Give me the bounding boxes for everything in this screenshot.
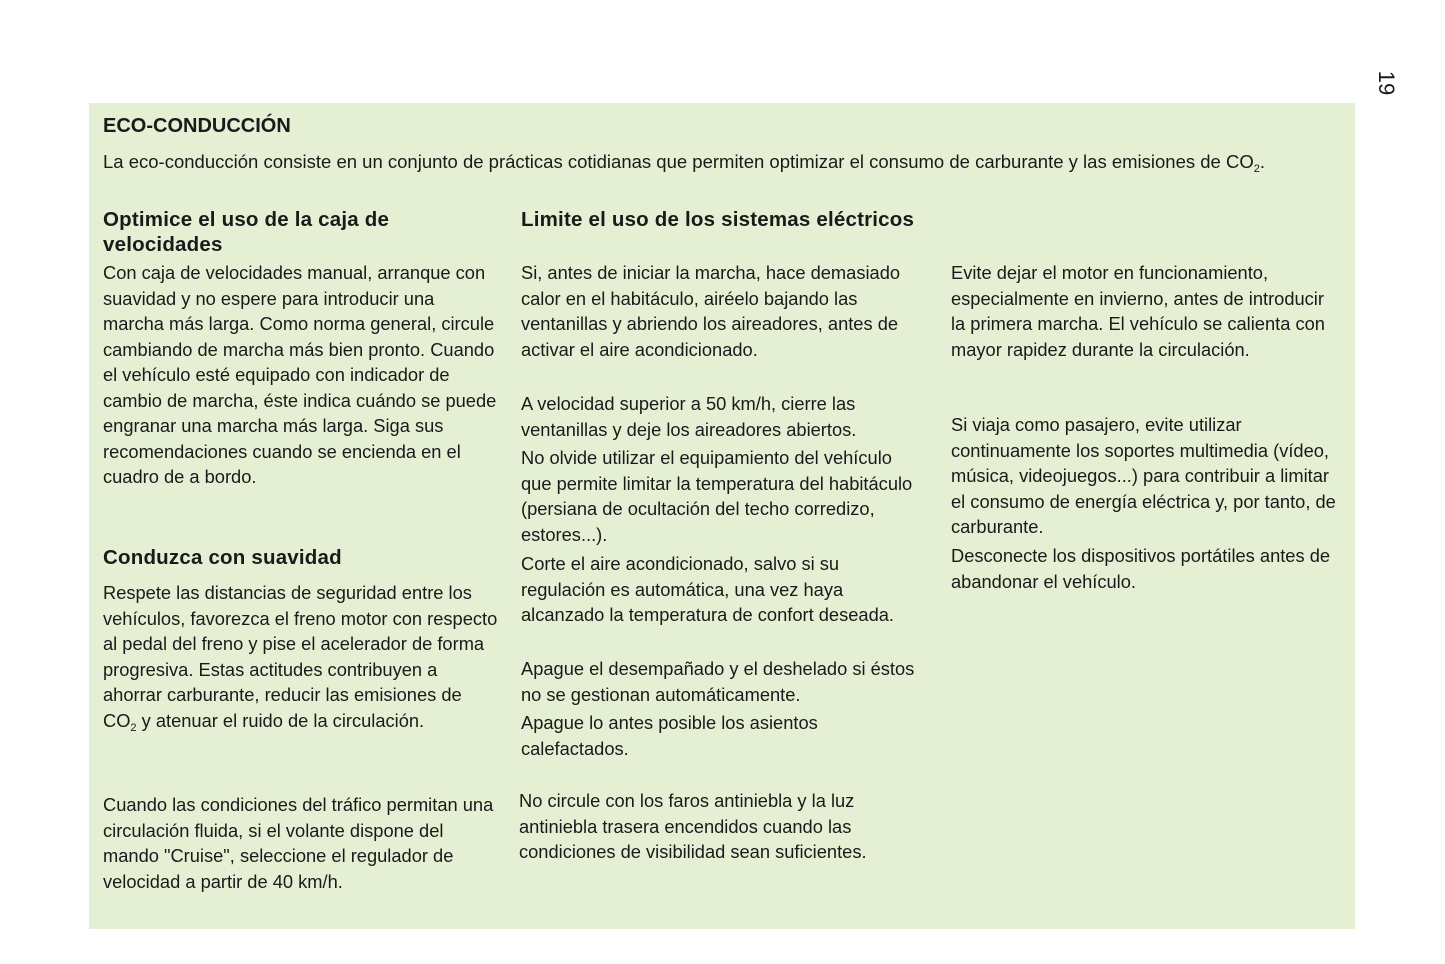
smooth-driving-text: Respete las distancias de seguridad entre los vehículos, favorezca el freno motor con respecto al pedal del freno y pise el acelerador de forma progresiva. Estas actitudes contribuyen a ahorrar carburante, reducir las emisiones de CO [103, 582, 498, 731]
intro-paragraph [103, 149, 1343, 175]
paragraph-cruise-control: Cuando las condiciones del tráfico permitan una circulación fluida, si el volante dispone del mando "Cruise", seleccione el regulador de velocidad a partir de 40 km/h. [103, 794, 494, 892]
heading-smooth-driving: Conduzca con suavidad [103, 546, 342, 569]
section-title: ECO-CONDUCCIÓN [103, 115, 291, 137]
heading-gearbox: Optimice el uso de la caja de velocidades [103, 208, 390, 256]
paragraph-fog-lights: No circule con los faros antiniebla y la luz antiniebla trasera encendidos cuando las condiciones de visibilidad sean suficientes. [519, 790, 867, 862]
intro-end: . [1259, 151, 1265, 172]
intro-text: La eco-conducción consiste en un conjunto de prácticas cotidianas que permiten optimizar el consumo de carburante y las emisiones de CO [103, 151, 1254, 172]
paragraph-air-conditioning: Corte el aire acondicionado, salvo si su regulación es automática, una vez haya alcanzado la temperatura de confort deseada. [521, 553, 894, 625]
paragraph-ventilation: Si, antes de iniciar la marcha, hace demasiado calor en el habitáculo, airéelo bajando las ventanillas y abriendo los aireadores, antes de activar el aire acondicionado. [521, 262, 901, 360]
paragraph-engine-idle: Evite dejar el motor en funcionamiento, especialmente en invierno, antes de introducir la primera marcha. El vehículo se calienta con mayor rapidez durante la circulación. [951, 262, 1325, 360]
paragraph-heated-seats: Apague lo antes posible los asientos calefactados. [521, 712, 818, 759]
paragraph-gearbox: Con caja de velocidades manual, arranque con suavidad y no espere para introducir una marcha más larga. Como norma general, circule cambiando de marcha más bien pronto. Cuando el vehículo esté equipado con indicador de cambio de marcha, éste indica cuándo se puede engranar una marcha más larga. Siga sus recomendaciones cuando se encienda en el cuadro de a bordo. [103, 262, 497, 487]
paragraph-demisting: Apague el desempañado y el deshelado si éstos no se gestionan automáticamente. [521, 658, 915, 705]
smooth-driving-subscript: 2 [130, 721, 137, 734]
paragraph-equipment: No olvide utilizar el equipamiento del vehículo que permite limitar la temperatura del habitáculo (persiana de ocultación del techo corredizo, estores...). [521, 447, 913, 545]
paragraph-smooth-driving [103, 580, 498, 733]
paragraph-windows: A velocidad superior a 50 km/h, cierre las ventanillas y deje los aireadores abiertos. [521, 393, 857, 440]
paragraph-multimedia: Si viaja como pasajero, evite utilizar continuamente los soportes multimedia (vídeo, música, videojuegos...) para contribuir a limitar el consumo de energía eléctrica y, por tanto, de carburante. [951, 414, 1336, 537]
heading-electrical-systems: Limite el uso de los sistemas eléctricos [521, 208, 915, 231]
eco-driving-panel [89, 103, 1355, 929]
intro-subscript: 2 [1253, 163, 1260, 175]
page-number: 19 [1374, 70, 1399, 96]
smooth-driving-end: y atenuar el ruido de la circulación. [136, 709, 425, 731]
paragraph-portable-devices: Desconecte los dispositivos portátiles antes de abandonar el vehículo. [951, 545, 1331, 592]
